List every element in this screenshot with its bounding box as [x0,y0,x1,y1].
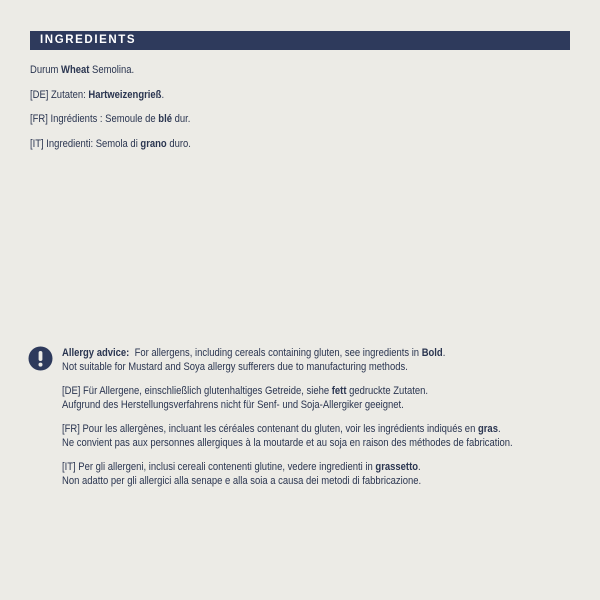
ingredients-list [30,64,477,162]
ingredients-header [30,31,570,50]
ingredients-line-de: [DE] Zutaten: Hartweizengrieß. [30,88,165,101]
allergy-label: Allergy advice: [62,347,130,359]
exclamation-circle-icon [28,346,53,371]
allergy-paragraph-de: [DE] Für Allergene, einschließlich glutenhaltiges Getreide, siehe fett gedruckte Zutaten. Aufgrund des Herstellungsverfahrens nicht für Senf- und Soja-Allergiker geeignet. [62,385,428,411]
allergy-paragraph-fr: [FR] Pour les allergènes, incluant les céréales contenant du gluten, voir les ingrédients indiqués en gras. Ne convient pas aux personnes allergiques à la moutarde et au soja en raison des méthodes de fabrication. [62,423,513,449]
ingredients-line-en: Durum Wheat Semolina. [30,64,135,76]
allergy-advice [62,347,578,499]
ingredients-line-it: [IT] Ingredienti: Semola di grano duro. [30,137,191,150]
ingredients-title: INGREDIENTS [40,34,137,46]
allergy-paragraph-en: Allergy advice: For allergens, including cereals containing gluten, see ingredients in Bold. Not suitable for Mustard and Soya allergy sufferers due to manufacturing methods. [62,347,446,373]
allergy-paragraph-it: [IT] Per gli allergeni, inclusi cereali contenenti glutine, vedere ingredienti in grassetto. Non adatto per gli allergici alla senape e alla soia a causa dei metodi di fabbricazione. [62,461,422,487]
ingredients-line-fr: [FR] Ingrédients : Semoule de blé dur. [30,113,191,125]
